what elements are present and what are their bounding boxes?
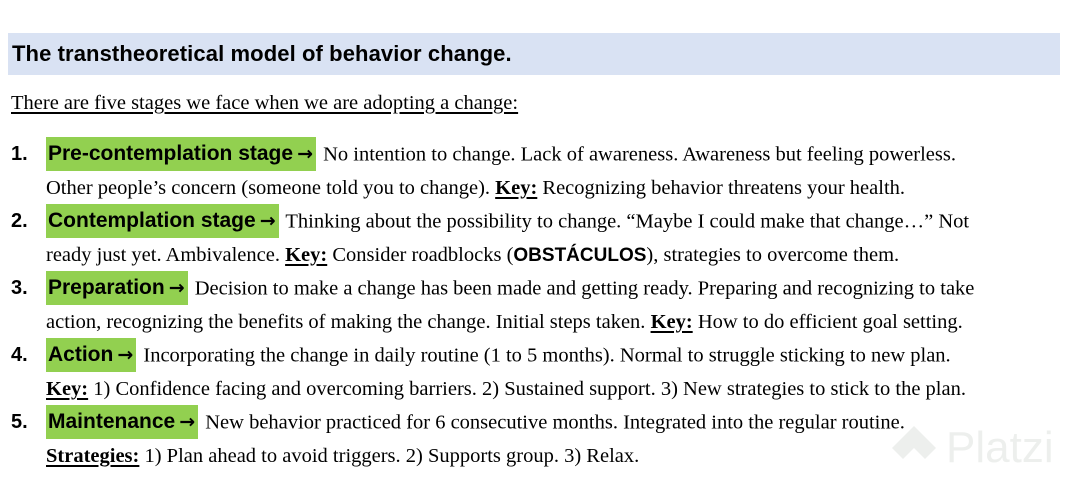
stage-5-description: New behavior practiced for 6 consecutive months. Integrated into the regular routine. (205, 411, 905, 434)
stage-number: 1. (11, 143, 28, 165)
stage-2-line-1 (46, 206, 969, 240)
stage-2-description: Thinking about the possibility to change. “Maybe I could make that change…” Not (285, 210, 970, 233)
emphasis-text: OBSTÁCULOS (513, 245, 647, 266)
arrow-right-icon: → (259, 210, 276, 232)
page-title: The transtheoretical model of behavior change. (12, 41, 512, 66)
stage-2-name: Contemplation stage → (46, 204, 279, 238)
stage-5-line-2: Strategies: 1) Plan ahead to avoid triggers. 2) Supports group. 3) Relax. (46, 445, 640, 467)
intro-text: There are five stages we face when we are adopting a change: (11, 92, 519, 114)
stage-1-name: Pre-contemplation stage → (46, 137, 316, 171)
arrow-right-icon: → (179, 411, 196, 433)
stage-4-line-1 (46, 340, 951, 374)
stage-1-line-2: Other people’s concern (someone told you to change). Key: Recognizing behavior threatens your health. (46, 177, 906, 199)
strategies-label: Strategies: (46, 445, 140, 467)
arrow-right-icon: → (117, 344, 134, 366)
platzi-logo-icon (888, 422, 940, 474)
stage-5-line-1 (46, 407, 905, 441)
arrow-right-icon: → (297, 143, 313, 165)
stage-number: 2. (11, 210, 28, 232)
title-bar (8, 33, 1060, 75)
stage-3-description: Decision to make a change has been made and getting ready. Preparing and recognizing to take (194, 277, 975, 300)
stage-number: 3. (11, 277, 28, 299)
stage-3-name: Preparation → (46, 271, 188, 305)
stage-1-description: No intention to change. Lack of awareness. Awareness but feeling powerless. (323, 143, 956, 166)
stage-1-line-1 (46, 139, 956, 173)
key-label: Key: (495, 177, 538, 199)
stage-number: 4. (11, 344, 28, 366)
key-label: Key: (650, 311, 693, 333)
arrow-right-icon: → (168, 277, 185, 299)
watermark-text: Platzi (946, 423, 1054, 472)
stage-4-line-2: Key: 1) Confidence facing and overcoming barriers. 2) Sustained support. 3) New strategies to stick to the plan. (46, 378, 966, 400)
stage-4-name: Action → (46, 338, 136, 372)
platzi-watermark (888, 420, 1054, 476)
stage-3-line-1 (46, 273, 974, 307)
key-label: Key: (46, 378, 89, 400)
key-label: Key: (285, 244, 328, 266)
stage-3-line-2: action, recognizing the benefits of making the change. Initial steps taken. Key: How to do efficient goal setting. (46, 311, 963, 333)
stage-number: 5. (11, 411, 28, 433)
stage-5-name: Maintenance → (46, 405, 198, 439)
stage-4-description: Incorporating the change in daily routine (1 to 5 months). Normal to struggle sticking to new plan. (143, 344, 951, 367)
stage-2-line-2: ready just yet. Ambivalence. Key: Consider roadblocks (OBSTÁCULOS), strategies to overcome them. (46, 244, 900, 266)
